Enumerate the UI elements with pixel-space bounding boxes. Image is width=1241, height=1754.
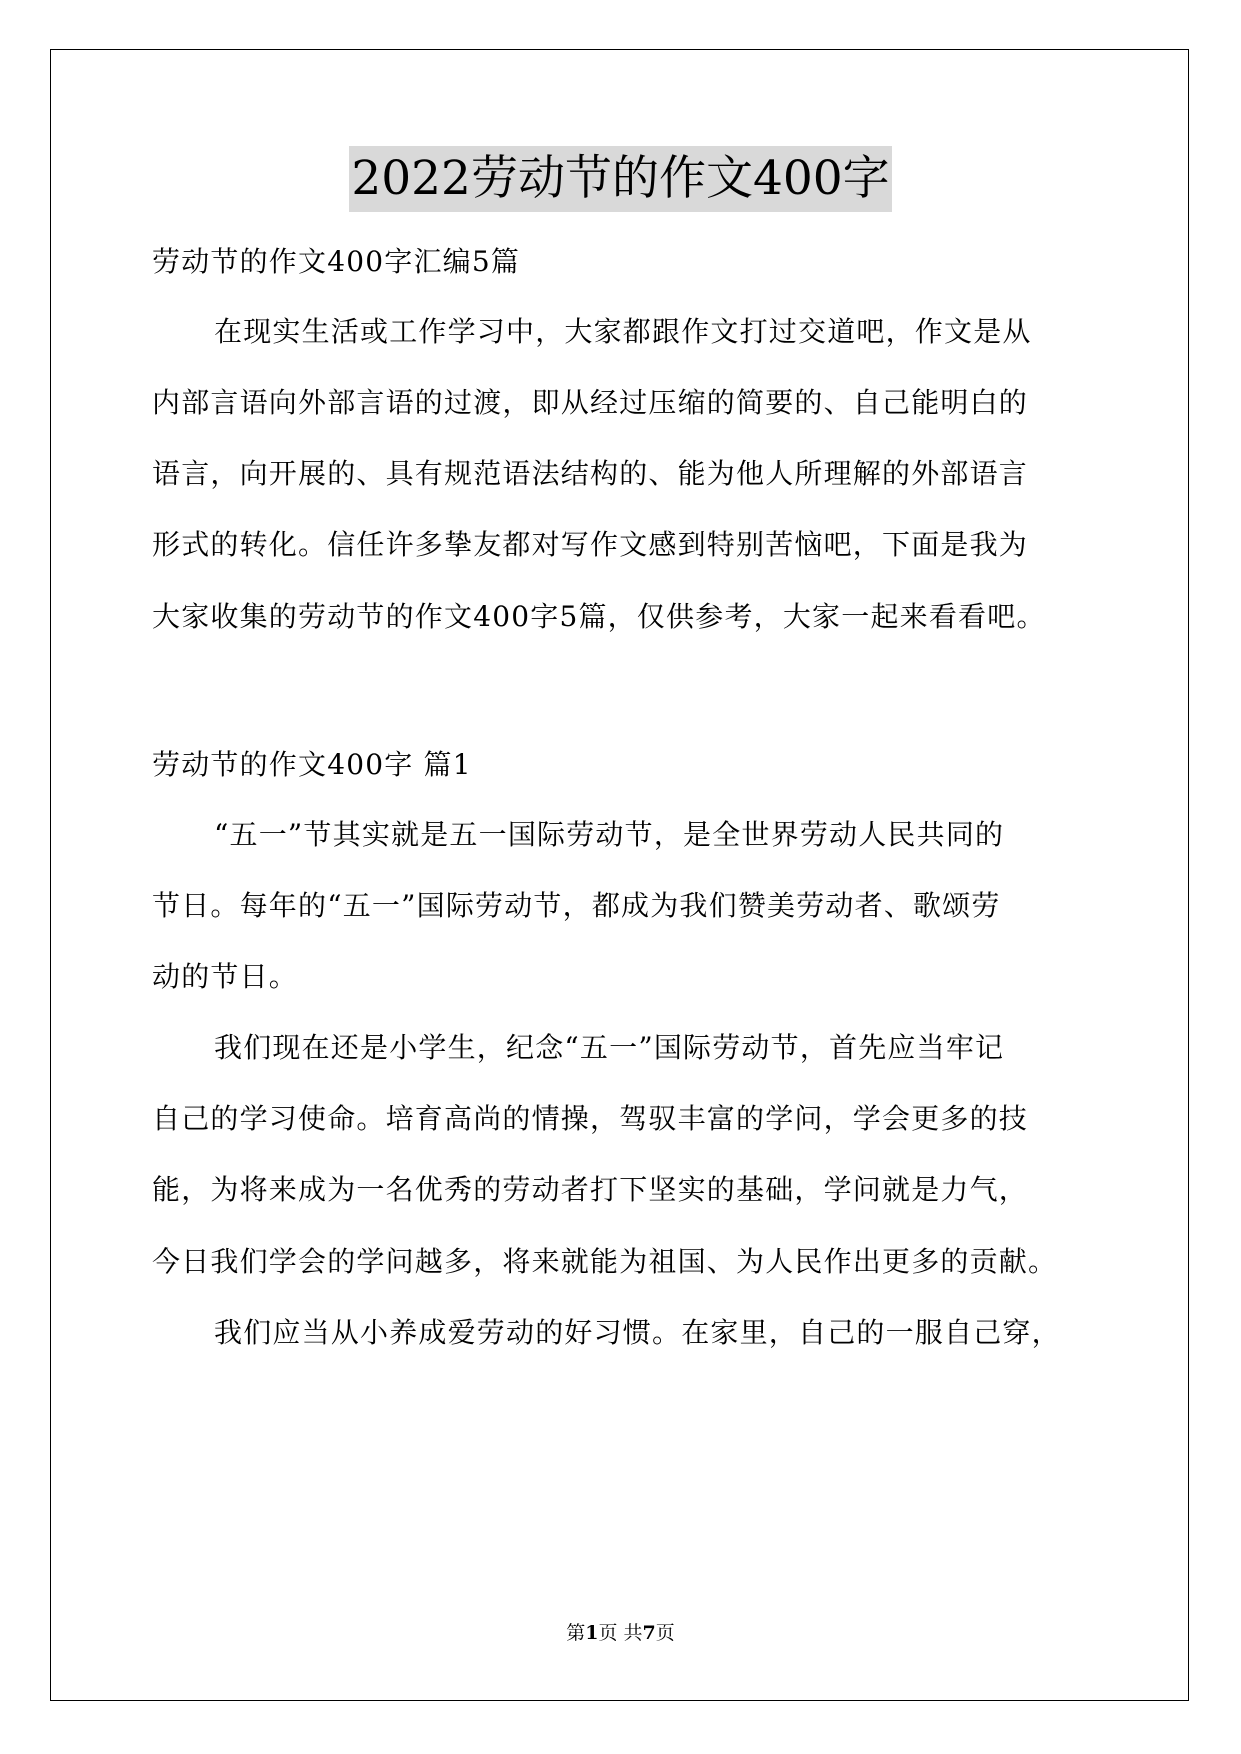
section-heading: 劳动节的作文400字 篇1 [152,748,472,781]
document-subtitle: 劳动节的作文400字汇编5篇 [152,245,521,278]
intro-line: 在现实生活或工作学习中，大家都跟作文打过交道吧，作文是从 [214,315,1032,348]
paragraph-line: 今日我们学会的学问越多，将来就能为祖国、为人民作出更多的贡献。 [152,1245,1058,1278]
footer-total-pages: 7 [642,1622,656,1644]
title-container [0,146,1241,212]
paragraph-line: 节日。每年的“五一”国际劳动节，都成为我们赞美劳动者、歌颂劳 [152,889,1001,922]
paragraph-line: 我们应当从小养成爱劳动的好习惯。在家里，自己的一服自己穿， [214,1316,1061,1349]
paragraph-line: “五一”节其实就是五一国际劳动节，是全世界劳动人民共同的 [214,818,1005,851]
paragraph-line: 能，为将来成为一名优秀的劳动者打下坚实的基础，学问就是力气， [152,1173,1029,1206]
paragraph-line: 自己的学习使命。培育高尚的情操，驾驭丰富的学问，学会更多的技 [152,1102,1029,1135]
page-border [50,49,1189,1701]
document-title: 2022劳动节的作文400字 [349,146,891,212]
footer-suffix: 页 [655,1622,675,1644]
paragraph-line: 我们现在还是小学生，纪念“五一”国际劳动节，首先应当牢记 [214,1031,1005,1064]
footer-prefix: 第 [566,1622,586,1644]
page-number-footer [0,1620,1241,1646]
intro-line: 内部言语向外部言语的过渡，即从经过压缩的简要的、自己能明白的 [152,386,1029,419]
footer-mid: 页 共 [598,1622,643,1644]
paragraph-line: 动的节日。 [152,960,299,993]
footer-current-page: 1 [585,1622,599,1644]
intro-line: 形式的转化。信任许多挚友都对写作文感到特别苦恼吧，下面是我为 [152,528,1029,561]
intro-line: 大家收集的劳动节的作文400字5篇，仅供参考，大家一起来看看吧。 [152,600,1046,633]
intro-line: 语言，向开展的、具有规范语法结构的、能为他人所理解的外部语言 [152,457,1029,490]
